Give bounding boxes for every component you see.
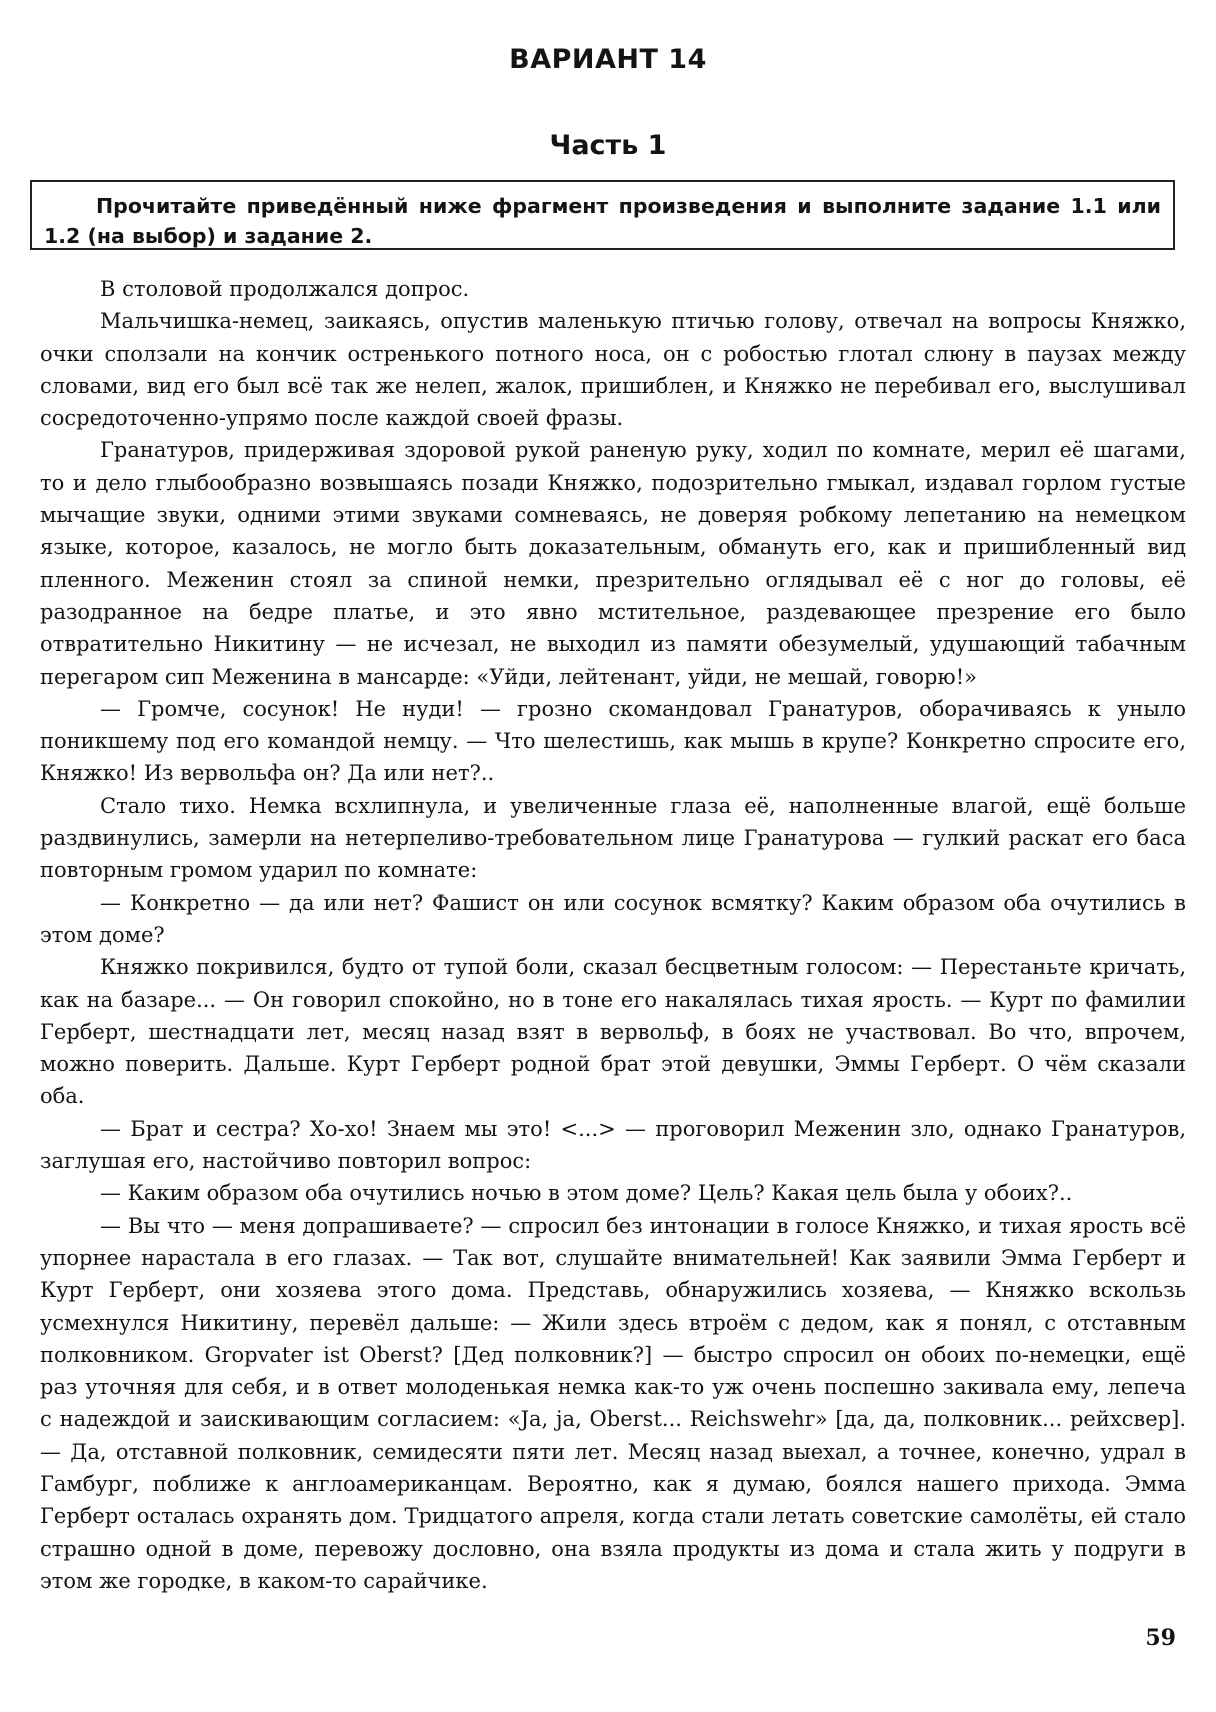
paragraph: — Вы что — меня допрашиваете? — спросил без интонации в голосе Княжко, и тихая ярость всё упорнее нарастала в его глазах. — Так вот, слушайте внимательней! Как заявили Эмма Герберт и Курт Герберт, они хозяева этого дома. Представь, обнаружились хозяева, — Княжко вскользь усмехнулся Никитину, перевёл дальше: — Жили здесь втроём с дедом, как я понял, с отставным полковником. Gropvater ist Oberst? [Дед полковник?] — быстро спросил он обоих по-немецки, ещё раз уточняя для себя, и в ответ молоденькая немка как-то уж очень поспешно закивала ему, лепеча с надеждой и заискивающим согласием: «Ja, ja, Oberst... Reichswehr» [да, да, полковник... рейхсвер]. — Да, отставной полковник, семидесяти пяти лет. Месяц назад выехал, а точнее, конечно, удрал в Гамбург, поближе к англоамериканцам. Вероятно, как я думаю, боялся нашего прихода. Эмма Герберт осталась охранять дом. Тридцатого апреля, когда стали летать советские самолёты, ей стало страшно одной в доме, перевожу дословно, она взяла продукты из дома и стала жить у подруги в этом же городке, в каком-то сарайчике.	[40, 1213, 1186, 1593]
paragraph: Стало тихо. Немка всхлипнула, и увеличенные глаза её, наполненные влагой, ещё больше раздвинулись, замерли на нетерпеливо-требовательном лице Гранатурова — гулкий раскат его баса повторным громом ударил по комнате:	[40, 793, 1186, 883]
paragraph: Мальчишка-немец, заикаясь, опустив маленькую птичью голову, отвечал на вопросы Княжко, очки сползали на кончик остренького потного носа, он с робостью глотал слюну в паузах между словами, вид его был всё так же нелеп, жалок, пришиблен, и Княжко не перебивал его, выслушивал сосредоточенно-упрямо после каждой своей фразы.	[40, 309, 1186, 431]
variant-title: ВАРИАНТ 14	[509, 44, 707, 75]
instruction-box: Прочитайте приведённый ниже фрагмент произведения и выполните задание 1.1 или 1.2 (на выбор) и задание 2.	[30, 180, 1175, 250]
paragraph: — Брат и сестра? Хо-хо! Знаем мы это! <...> — проговорил Меженин зло, однако Гранатуров, заглушая его, настойчиво повторил вопрос:	[40, 1116, 1186, 1174]
part-title: Часть 1	[549, 130, 667, 161]
paragraph: — Конкретно — да или нет? Фашист он или сосунок всмятку? Каким образом оба очутились в этом доме?	[40, 890, 1186, 947]
text-body	[40, 273, 1186, 1597]
paragraph: Гранатуров, придерживая здоровой рукой раненую руку, ходил по комнате, мерил её шагами, то и дело глыбообразно возвышаясь позади Княжко, подозрительно гмыкал, издавал горлом густые мычащие звуки, одними этими звуками сомневаясь, не доверяя робкому лепетанию на немецком языке, которое, казалось, не могло быть доказательным, обмануть его, как и пришибленный вид пленного. Меженин стоял за спиной немки, презрительно оглядывал её с ног до головы, её разодранное на бедре платье, и это явно мстительное, раздевающее презрение его было отвратительно Никитину — не исчезал, не выходил из памяти обезумелый, удушающий табачным перегаром сип Меженина в мансарде: «Уйди, лейтенант, уйди, не мешай, говорю!»	[40, 438, 1186, 689]
page-number: 59	[1145, 1625, 1176, 1651]
paragraph: — Каким образом оба очутились ночью в этом доме? Цель? Какая цель была у обоих?..	[100, 1181, 1073, 1206]
paragraph: Княжко покривился, будто от тупой боли, сказал бесцветным голосом: — Перестаньте кричать, как на базаре... — Он говорил спокойно, но в тоне его накалялась тихая ярость. — Курт по фамилии Герберт, шестнадцати лет, месяц назад взят в вервольф, в боях не участвовал. Во что, впрочем, можно поверить. Дальше. Курт Герберт родной брат этой девушки, Эммы Герберт. О чём сказали оба.	[40, 955, 1186, 1109]
paragraph: В столовой продолжался допрос.	[100, 277, 470, 301]
paragraph: — Громче, сосунок! Не нуди! — грозно скомандовал Гранатуров, оборачиваясь к уныло поникшему под его командой немцу. — Что шелестишь, как мышь в крупе? Конкретно спросите его, Княжко! Из вервольфа он? Да или нет?..	[40, 696, 1186, 786]
